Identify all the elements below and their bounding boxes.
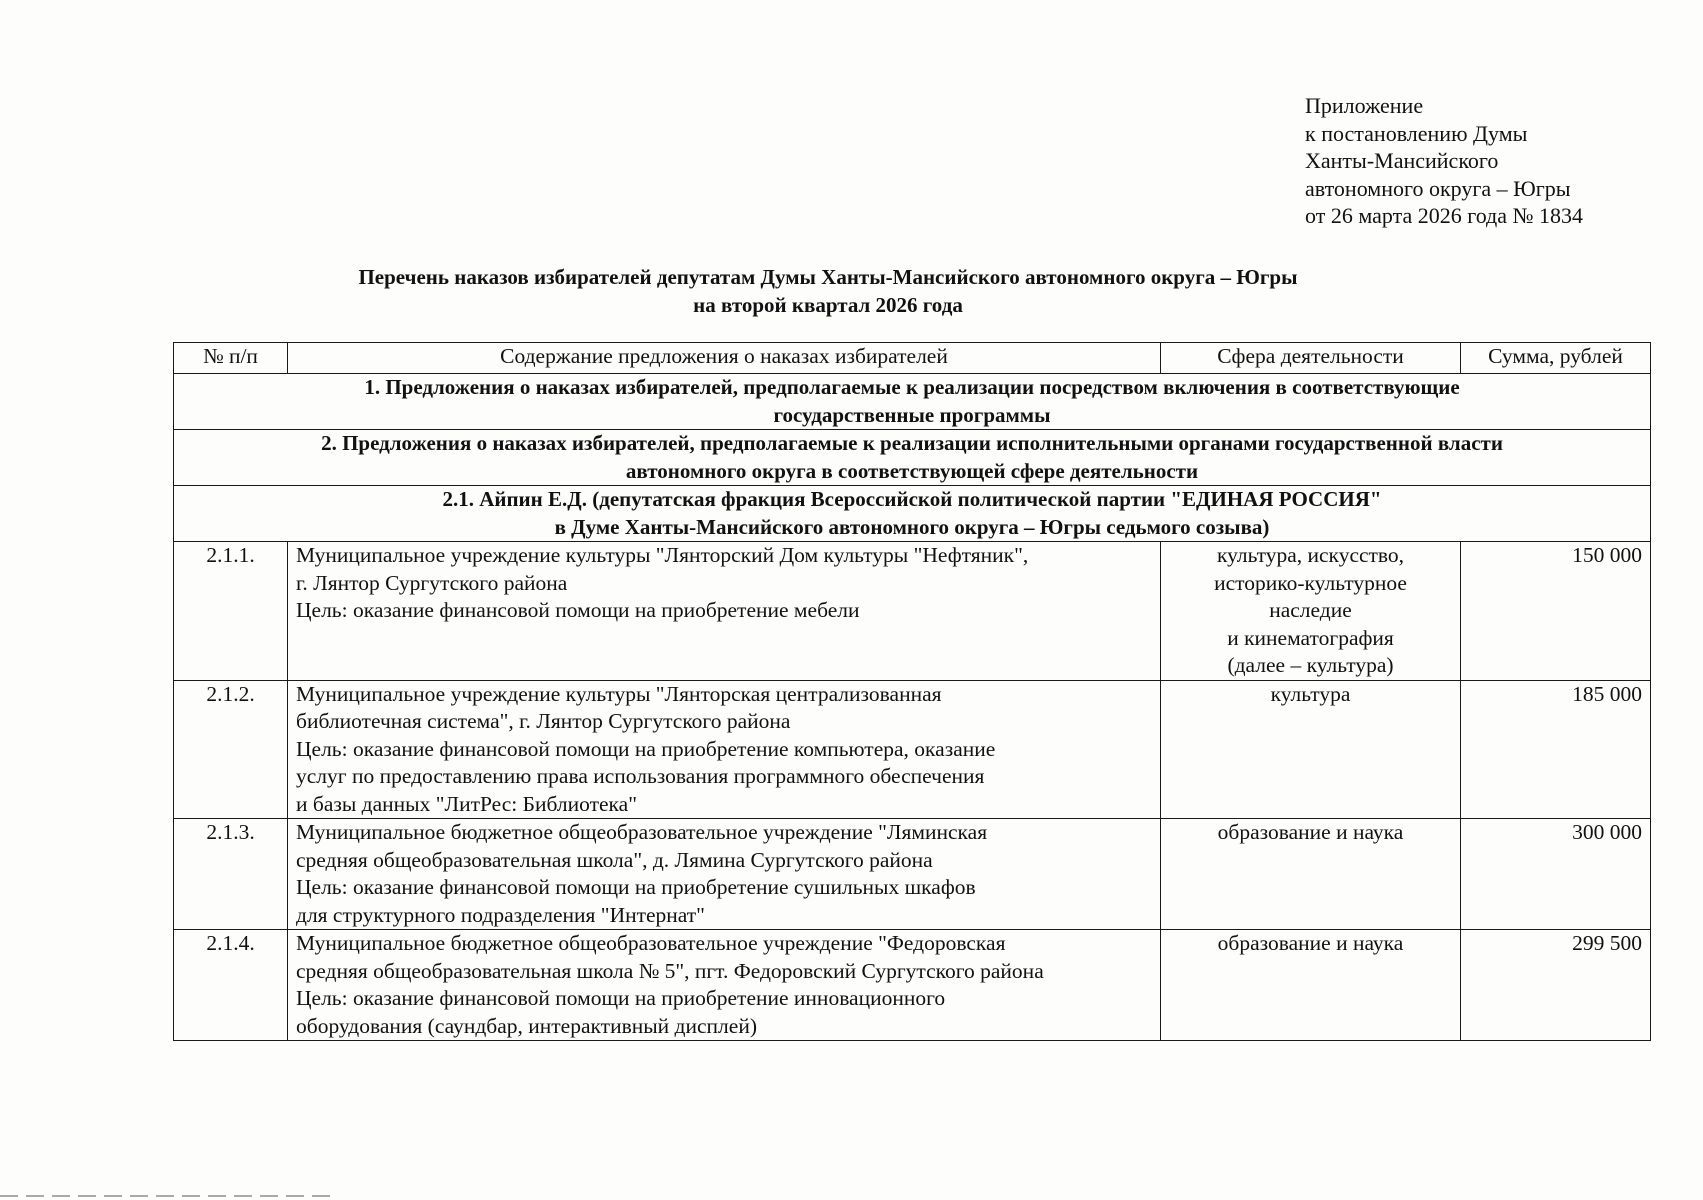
row-sphere [1161, 542, 1461, 681]
content-line: Муниципальное бюджетное общеобразовательное учреждение "Ляминская [296, 820, 988, 844]
row-num: 2.1.1. [174, 542, 288, 681]
section-1-row [174, 374, 1651, 430]
row-sphere [1161, 930, 1461, 1041]
section-2-line: 2. Предложения о наказах избирателей, предполагаемые к реализации исполнительными органами государственной власти [321, 431, 1503, 455]
appendix-line: Ханты-Мансийского [1305, 148, 1499, 173]
sphere-line: образование и наука [1217, 931, 1404, 955]
content-line: услуг по предоставлению права использования программного обеспечения [296, 764, 985, 788]
row-amount: 299 500 [1461, 930, 1651, 1041]
row-sphere [1161, 819, 1461, 930]
appendix-date-line: от 26 марта 2026 года № 1834 [1305, 203, 1584, 228]
content-line: Цель: оказание финансовой помощи на приобретение компьютера, оказание [296, 736, 996, 761]
sphere-line: наследие [1269, 598, 1352, 622]
section-1-line: 1. Предложения о наказах избирателей, предполагаемые к реализации посредством включения в соответствующие [364, 375, 1460, 399]
row-content [288, 930, 1161, 1041]
header-amount: Сумма, рублей [1461, 343, 1651, 374]
table-header-row [174, 343, 1651, 374]
sphere-line: культура [1270, 681, 1351, 706]
sphere-line: историко-культурное [1214, 570, 1407, 595]
document-title [170, 263, 1486, 319]
row-amount: 185 000 [1461, 680, 1651, 819]
content-line: Муниципальное учреждение культуры "Лянторский Дом культуры "Нефтяник", [296, 543, 1029, 567]
table-row [174, 930, 1651, 1041]
appendix-block [1305, 92, 1665, 230]
row-content [288, 680, 1161, 819]
table-row [174, 542, 1651, 681]
section-2-1-row [174, 486, 1651, 542]
row-amount: 150 000 [1461, 542, 1651, 681]
section-1-line: государственные программы [773, 402, 1051, 427]
section-2-heading [174, 430, 1651, 486]
sphere-line: культура, искусство, [1216, 543, 1405, 567]
row-num: 2.1.4. [174, 930, 288, 1041]
content-line: Цель: оказание финансовой помощи на приобретение инновационного [296, 986, 946, 1010]
appendix-line: к постановлению Думы [1305, 120, 1528, 146]
scan-artifact [0, 1195, 330, 1197]
sphere-line: образование и наука [1217, 820, 1404, 844]
row-content [288, 819, 1161, 930]
section-1-heading [174, 374, 1651, 430]
row-num: 2.1.3. [174, 819, 288, 930]
row-sphere [1161, 680, 1461, 819]
content-line: библиотечная система", г. Лянтор Сургутского района [296, 709, 791, 733]
section-2-1-line: в Думе Ханты-Мансийского автономного округа – Югры седьмого созыва) [554, 514, 1270, 539]
row-num: 2.1.2. [174, 680, 288, 819]
content-line: средняя общеобразовательная школа", д. Лямина Сургутского района [296, 847, 933, 872]
appendix-line: Приложение [1305, 93, 1424, 118]
title-line-1: Перечень наказов избирателей депутатам Думы Ханты-Мансийского автономного округа – Югры [358, 265, 1298, 289]
section-2-1-line: 2.1. Айпин Е.Д. (депутатская фракция Всероссийской политической партии "ЕДИНАЯ РОССИЯ" [442, 487, 1382, 511]
table-row [174, 819, 1651, 930]
table-row [174, 680, 1651, 819]
content-line: г. Лянтор Сургутского района [296, 570, 568, 595]
content-line: Муниципальное бюджетное общеобразовательное учреждение "Федоровская [296, 931, 1006, 955]
header-sphere: Сфера деятельности [1161, 343, 1461, 374]
sphere-line: (далее – культура) [1227, 653, 1394, 677]
content-line: Цель: оказание финансовой помощи на приобретение сушильных шкафов [296, 875, 976, 899]
section-2-row [174, 430, 1651, 486]
row-content [288, 542, 1161, 681]
content-line: оборудования (саундбар, интерактивный дисплей) [296, 1013, 757, 1038]
section-2-1-heading [174, 486, 1651, 542]
sphere-line: и кинематография [1227, 625, 1394, 650]
content-line: Муниципальное учреждение культуры "Лянторская централизованная [296, 681, 942, 706]
content-line: и базы данных "ЛитРес: Библиотека" [296, 791, 637, 816]
title-line-2: на второй квартал 2026 года [693, 293, 963, 317]
content-line: Цель: оказание финансовой помощи на приобретение мебели [296, 598, 860, 622]
row-amount: 300 000 [1461, 819, 1651, 930]
header-num: № п/п [174, 343, 288, 374]
content-line: средняя общеобразовательная школа № 5", пгт. Федоровский Сургутского района [296, 958, 1044, 983]
orders-table [173, 342, 1651, 1041]
header-content: Содержание предложения о наказах избирателей [288, 343, 1161, 374]
content-line: для структурного подразделения "Интернат" [296, 902, 705, 927]
appendix-line: автономного округа – Югры [1305, 175, 1571, 201]
section-2-line: автономного округа в соответствующей сфере деятельности [625, 458, 1199, 483]
